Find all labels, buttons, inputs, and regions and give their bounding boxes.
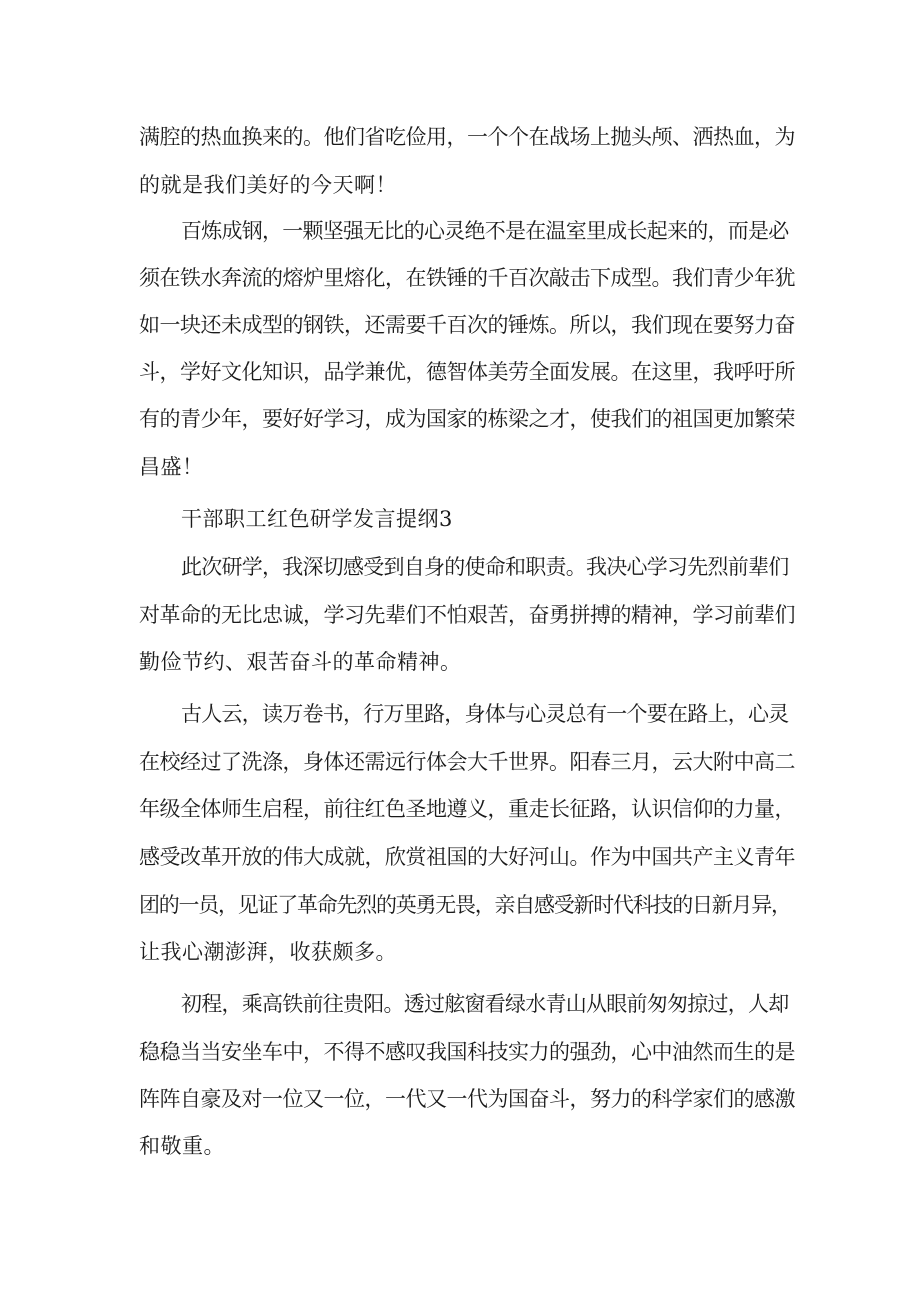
text-line: 让我心潮澎湃，收获颇多。 bbox=[139, 940, 397, 964]
text-line: 昌盛！ bbox=[139, 455, 204, 479]
text-line: 在校经过了洗涤，身体还需远行体会大千世界。阳春三月，云大附中高二 bbox=[139, 750, 795, 774]
section-heading: 干部职工红色研学发言提纲3 bbox=[181, 507, 453, 531]
text-line: 阵阵自豪及对一位又一位，一代又一代为国奋斗，努力的科学家们的感激 bbox=[139, 1087, 795, 1111]
text-line: 的就是我们美好的今天啊！ bbox=[139, 173, 397, 197]
text-line: 满腔的热血换来的。他们省吃俭用，一个个在战场上抛头颅、洒热血，为 bbox=[139, 125, 795, 149]
text-line: 年级全体师生启程，前往红色圣地遵义，重走长征路，认识信仰的力量， bbox=[139, 797, 795, 821]
text-line: 稳稳当当安坐车中，不得不感叹我国科技实力的强劲，心中油然而生的是 bbox=[139, 1040, 795, 1064]
paragraph-first-line: 古人云，读万卷书，行万里路，身体与心灵总有一个要在路上，心灵 bbox=[181, 702, 789, 726]
paragraph-first-line: 百炼成钢，一颗坚强无比的心灵绝不是在温室里成长起来的，而是必 bbox=[181, 219, 789, 243]
text-line: 和敬重。 bbox=[139, 1134, 225, 1158]
text-line: 斗，学好文化知识，品学兼优，德智体美劳全面发展。在这里，我呼吁所 bbox=[139, 360, 795, 384]
text-line: 有的青少年，要好好学习，成为国家的栋梁之才，使我们的祖国更加繁荣 bbox=[139, 407, 795, 431]
text-line: 须在铁水奔流的熔炉里熔化，在铁锤的千百次敲击下成型。我们青少年犹 bbox=[139, 266, 795, 290]
paragraph-first-line: 初程，乘高铁前往贵阳。透过舷窗看绿水青山从眼前匆匆掠过，人却 bbox=[181, 992, 789, 1016]
text-line: 对革命的无比忠诚，学习先辈们不怕艰苦，奋勇拼搏的精神，学习前辈们 bbox=[139, 603, 795, 627]
paragraph-first-line: 此次研学，我深切感受到自身的使命和职责。我决心学习先烈前辈们 bbox=[181, 555, 789, 579]
text-line: 感受改革开放的伟大成就，欣赏祖国的大好河山。作为中国共产主义青年 bbox=[139, 845, 795, 869]
text-line: 团的一员，见证了革命先烈的英勇无畏，亲自感受新时代科技的日新月异， bbox=[139, 893, 791, 917]
text-line: 勤俭节约、艰苦奋斗的革命精神。 bbox=[139, 650, 462, 674]
text-line: 如一块还未成型的钢铁，还需要千百次的锤炼。所以，我们现在要努力奋 bbox=[139, 313, 795, 337]
